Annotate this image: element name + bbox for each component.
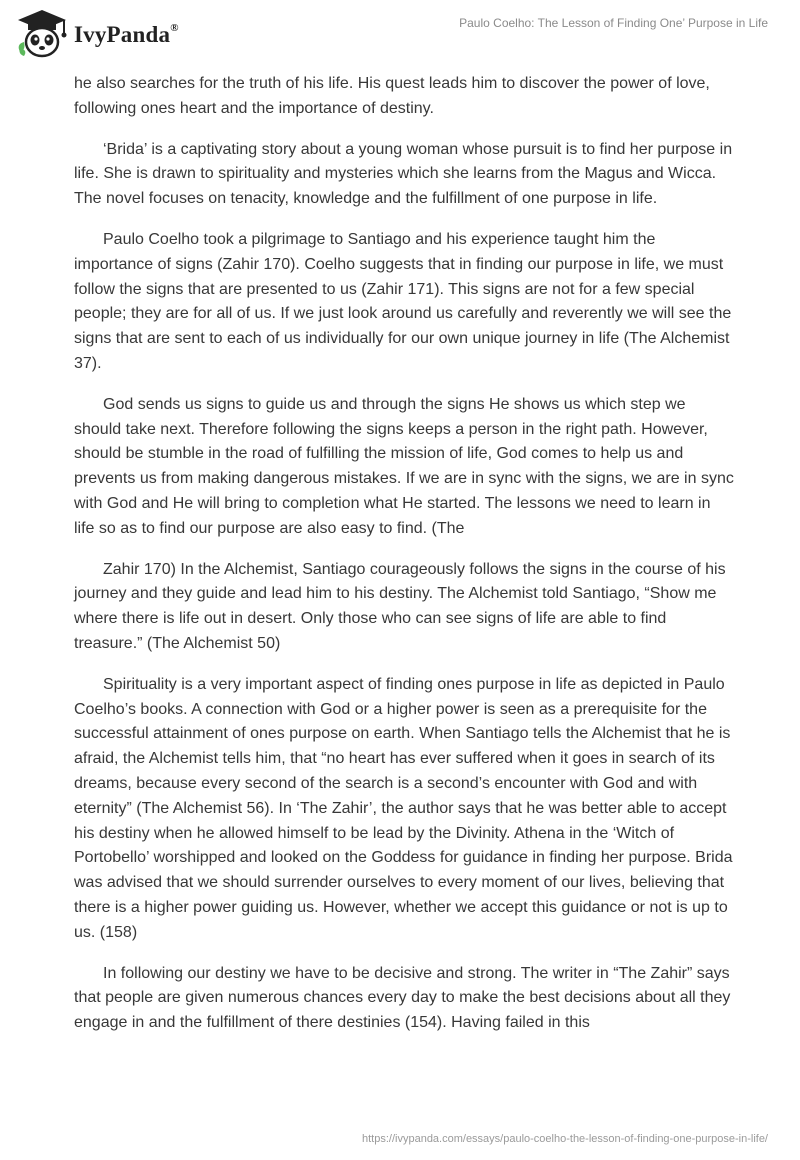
panda-graduate-icon [14, 8, 70, 60]
brand-logo[interactable] [14, 8, 179, 60]
page-header [0, 0, 800, 70]
paragraph: Spirituality is a very important aspect of finding ones purpose in life as depicted in Paulo Coelho’s books. A connection with God or a higher power is seen as a prerequisite for the successful attainment of ones purpose on earth. When Santiago tells the Alchemist that he is afraid, the Alchemist tells him, that “no heart has ever suffered when it goes in search of its dreams, because every second of the search is a second’s encounter with God and with eternity” (The Alchemist 56). In ‘The Zahir’, the author says that he was better able to accept his destiny when he allowed himself to be lead by the Divinity. Athena in the ‘Witch of Portobello’ worshipped and looked on the Goddess for guidance in finding her purpose. Brida was advised that we should surrender ourselves to every moment of our lives, believing that there is a higher power guiding us. However, whether we accept this guidance or not is up to us. (158) [74, 675, 733, 941]
essay-body [74, 72, 734, 1052]
paragraph: Zahir 170) In the Alchemist, Santiago courageously follows the signs in the course of his journey and they guide and lead him to his destiny. The Alchemist told Santiago, “Show me where there is life out in desert. Only those who can see signs of life are able to find treasure.” (The Alchemist 50) [74, 560, 726, 652]
document-title: Paulo Coelho: The Lesson of Finding One’ Purpose in Life [459, 16, 768, 30]
paragraph: In following our destiny we have to be decisive and strong. The writer in “The Zahir” says that people are given numerous chances every day to make the best decisions about all they engage in and the fulfillment of there destinies (154). Having failed in this [74, 964, 731, 1032]
paragraph: God sends us signs to guide us and through the signs He shows us which step we should take next. Therefore following the signs keeps a person in the right path. However, should be stumble in the road of fulfilling the mission of life, God comes to help us and prevents us from making dangerous mistakes. If we are in sync with the signs, we are in sync with God and He will bring to completion what He started. The lessons we need to learn in life so as to find our purpose are also easy to find. (The [74, 395, 734, 537]
registered-mark: ® [170, 22, 179, 35]
paragraph: Paulo Coelho took a pilgrimage to Santiago and his experience taught him the importance of signs (Zahir 170). Coelho suggests that in finding our purpose in life, we must follow the signs that are presented to us (Zahir 171). This signs are not for a few special people; they are for all of us. If we just look around us carefully and reverently we will see the signs that are sent to each of us individually for our own unique journey in life (The Alchemist 37). [74, 230, 732, 372]
paragraph: he also searches for the truth of his life. His quest leads him to discover the power of love, following ones heart and the importance of destiny. [74, 75, 710, 117]
brand-name: IvyPanda® [74, 22, 179, 47]
source-url[interactable]: https://ivypanda.com/essays/paulo-coelho-the-lesson-of-finding-one-purpose-in-life/ [362, 1133, 768, 1145]
paragraph: ‘Brida’ is a captivating story about a young woman whose pursuit is to find her purpose in life. She is drawn to spirituality and mysteries which she learns from the Magus and Wicca. The novel focuses on tenacity, knowledge and the fulfillment of one purpose in life. [74, 140, 733, 208]
